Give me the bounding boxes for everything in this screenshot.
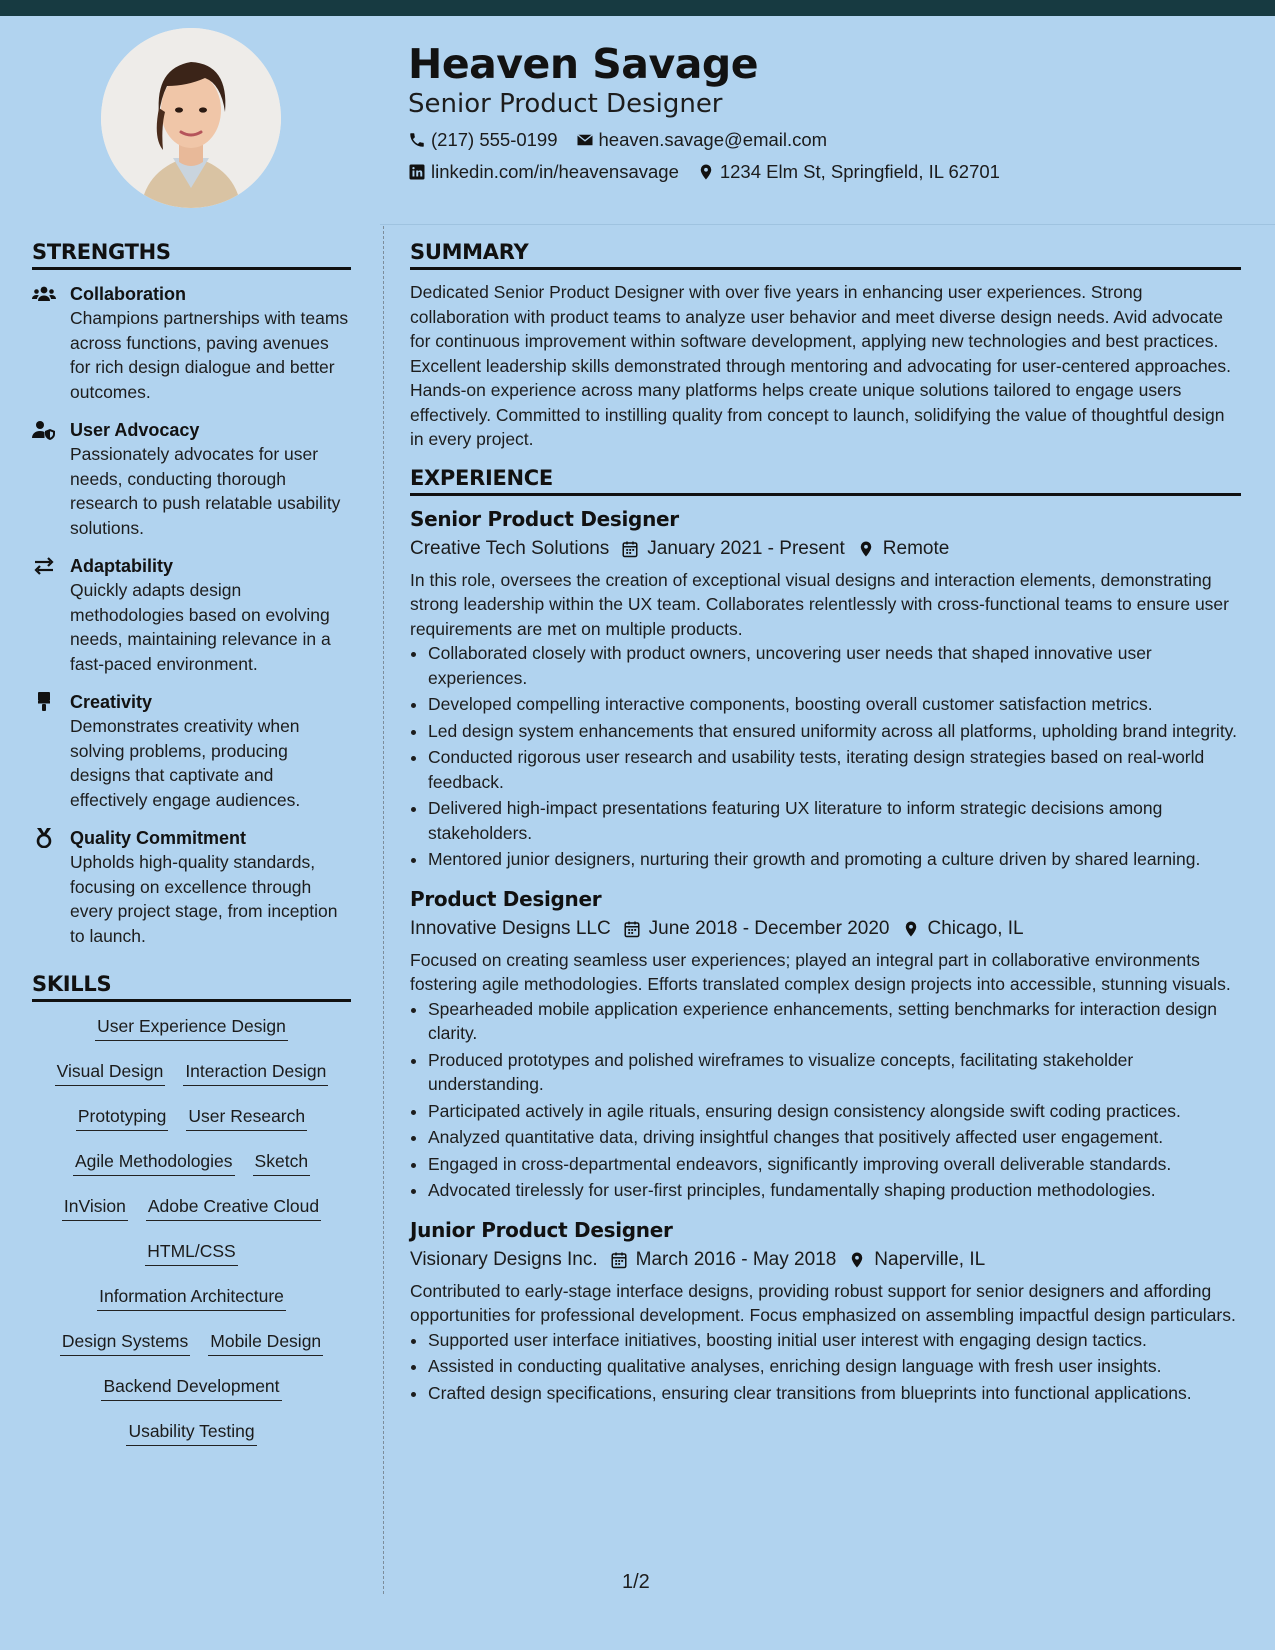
skill-tag: Adobe Creative Cloud [146,1194,321,1221]
job-bullet: • Supported user interface initiatives, boosting initial user interest with engaging design tactics. [428,1328,1241,1353]
header-divider [380,224,1275,225]
skill-tag: User Experience Design [95,1014,288,1041]
strength-desc: Champions partnerships with teams across functions, paving avenues for rich design dialogue and better outcomes. [70,308,349,402]
user-shield-icon [32,420,56,440]
company-name: Innovative Designs LLC [410,917,611,939]
skill-tag: Interaction Design [183,1059,328,1086]
job-location-text: Naperville, IL [874,1248,986,1270]
strength-title: Collaboration [70,284,186,304]
linkedin-contact[interactable] [408,161,679,183]
skills-row [32,1104,351,1149]
address-contact [697,161,1000,183]
envelope-icon [576,131,594,149]
job-bullet: • Advocated tirelessly for user-first principles, fundamentally shaping production methodologies. [428,1178,1241,1203]
phone-contact [408,129,558,151]
skills-row [32,1329,351,1374]
exchange-icon [32,556,56,576]
calendar-icon [610,1251,628,1269]
contact-row-1 [408,124,1248,156]
skill-tag: Visual Design [55,1059,166,1086]
calendar-icon [621,540,639,558]
job-bullet: • Produced prototypes and polished wireframes to visualize concepts, facilitating stakeholder understanding. [428,1048,1241,1097]
skill-tag: User Research [186,1104,307,1131]
job-description: Contributed to early-stage interface designs, providing robust support for senior designers and affording opportunities for professional development. Focus emphasized on assembling impactful design particulars. [410,1280,1236,1325]
skill-tag: Prototyping [76,1104,169,1131]
email-contact[interactable] [576,129,828,151]
job-bullet: • Mentored junior designers, nurturing their growth and promoting a culture driven by shared learning. [428,847,1241,872]
job-dates-text: January 2021 - Present [647,537,845,559]
summary-heading: SUMMARY [410,240,1241,270]
job-bullet: • Analyzed quantitative data, driving insightful changes that positively affected user engagement. [428,1125,1241,1150]
company-name: Creative Tech Solutions [410,537,610,559]
job-dates [623,918,890,940]
candidate-name: Heaven Savage [408,40,759,88]
job-entry [410,1217,1241,1406]
job-bullet: • Participated actively in agile rituals, ensuring design consistency alongside swift coding practices. [428,1099,1241,1124]
skills-row [32,1014,351,1059]
job-location [902,918,1024,940]
job-location-text: Remote [882,537,950,559]
job-title: Senior Product Designer [410,506,679,531]
job-entry [410,886,1241,1203]
strength-title: Adaptability [70,556,174,576]
map-pin-icon [848,1251,866,1269]
job-title: Product Designer [410,886,602,911]
job-bullets [410,641,1241,872]
map-pin-icon [857,540,875,558]
strength-item [32,418,351,540]
job-bullet: • Engaged in cross-departmental endeavors, significantly improving overall deliverable standards. [428,1152,1241,1177]
skill-tag: Design Systems [60,1329,190,1356]
skills-row [32,1284,351,1329]
job-dates [621,538,845,560]
phone-icon [408,131,426,149]
job-entry [410,506,1241,872]
job-bullet: • Developed compelling interactive components, boosting overall customer satisfaction metrics. [428,692,1241,717]
paint-brush-icon [32,692,56,712]
strengths-list [32,282,351,948]
skill-tag: Sketch [253,1149,311,1176]
calendar-icon [623,920,641,938]
profile-photo [101,28,281,208]
strength-desc: Passionately advocates for user needs, conducting thorough research to push relatable usability solutions. [70,444,341,538]
right-column [410,240,1241,1419]
skill-tag: HTML/CSS [145,1239,237,1266]
job-location-text: Chicago, IL [927,917,1024,939]
job-bullet: • Assisted in conducting qualitative analyses, enriching design language with fresh user insights. [428,1354,1241,1379]
users-icon [32,284,56,304]
strength-desc: Upholds high-quality standards, focusing on excellence through every project stage, from inception to launch. [70,852,338,946]
email-text[interactable]: heaven.savage@email.com [598,129,828,151]
strengths-heading: STRENGTHS [32,240,351,270]
job-title: Junior Product Designer [410,1217,673,1242]
job-bullet: • Collaborated closely with product owners, uncovering user needs that shaped innovative user experiences. [428,641,1241,690]
left-column [32,240,351,1464]
strength-desc: Quickly adapts design methodologies based on evolving needs, maintaining relevance in a fast-paced environment. [70,580,331,674]
job-bullet: • Crafted design specifications, ensuring clear transitions from blueprints into functional applications. [428,1381,1241,1406]
portrait-image [101,28,281,208]
strength-item [32,826,351,948]
strength-item [32,554,351,676]
linkedin-text[interactable]: linkedin.com/in/heavensavage [431,161,679,183]
map-pin-icon [697,163,715,181]
strength-desc: Demonstrates creativity when solving problems, producing designs that captivate and effectively engage audiences. [70,716,301,810]
job-bullets [410,1328,1241,1406]
job-bullet: • Delivered high-impact presentations featuring UX literature to inform strategic decisions among stakeholders. [428,796,1241,845]
candidate-title: Senior Product Designer [408,89,723,120]
job-description: Focused on creating seamless user experiences; played an integral part in collaborative environments fostering agile methodologies. Efforts translated complex design projects into accessible, stunning visuals. [410,949,1231,994]
medal-icon [32,828,56,848]
company-name: Visionary Designs Inc. [410,1248,598,1270]
strength-title: User Advocacy [70,420,200,440]
job-dates-text: March 2016 - May 2018 [635,1248,837,1270]
job-bullet: • Led design system enhancements that ensured uniformity across all platforms, upholding brand integrity. [428,719,1241,744]
job-location [857,538,950,560]
phone-text: (217) 555-0199 [431,129,558,151]
job-bullets [410,997,1241,1203]
job-bullet: • Conducted rigorous user research and usability tests, iterating design strategies based on real-world feedback. [428,745,1241,794]
skill-tag: Agile Methodologies [73,1149,235,1176]
strength-title: Creativity [70,692,153,712]
contact-row-2 [408,156,1248,188]
skills-row [32,1149,351,1194]
skills-heading: SKILLS [32,972,351,1002]
experience-heading: EXPERIENCE [410,466,1241,496]
skills-row [32,1419,351,1464]
skills-row [32,1194,351,1239]
column-divider [383,226,384,1594]
skill-tag: Information Architecture [97,1284,286,1311]
linkedin-icon [408,163,426,181]
summary-text: Dedicated Senior Product Designer with over five years in enhancing user experiences. Strong collaboration with product teams to analyze user behavior and meet diverse design needs. Avid advocate for continuous improvement within software development, applying new technologies and best practices. Excellent leadership skills demonstrated through mentoring and advocating for user-centered approaches. Hands-on experience across many platforms helps create unique solutions tailored to engage users effectively. Committed to instilling quality from concept to launch, solidifying the value of thoughtful design in every project. [410,282,1232,449]
top-bar [0,0,1275,16]
map-pin-icon [902,920,920,938]
resume-header [408,40,1248,188]
job-meta [410,912,1241,946]
skills-row [32,1374,351,1419]
page-number: 1/2 [622,1571,650,1593]
job-dates [610,1249,837,1271]
address-text: 1234 Elm St, Springfield, IL 62701 [719,161,1000,183]
job-description: In this role, oversees the creation of exceptional visual designs and interaction elements, demonstrating strong leadership within the UX team. Collaborates relentlessly with cross-functional teams to ensure user requirements are met on multiple products. [410,569,1229,639]
skills-row [32,1239,351,1284]
job-location [848,1249,985,1271]
skill-tag: InVision [62,1194,128,1221]
skills-list [32,1014,351,1464]
skill-tag: Backend Development [101,1374,281,1401]
job-dates-text: June 2018 - December 2020 [648,917,890,939]
strength-title: Quality Commitment [70,828,247,848]
skill-tag: Usability Testing [126,1419,256,1446]
job-meta [410,1243,1241,1277]
strength-item [32,690,351,812]
skills-row [32,1059,351,1104]
job-meta [410,532,1241,566]
job-bullet: • Spearheaded mobile application experience enhancements, setting benchmarks for interaction design clarity. [428,997,1241,1046]
skill-tag: Mobile Design [208,1329,323,1356]
strength-item [32,282,351,404]
